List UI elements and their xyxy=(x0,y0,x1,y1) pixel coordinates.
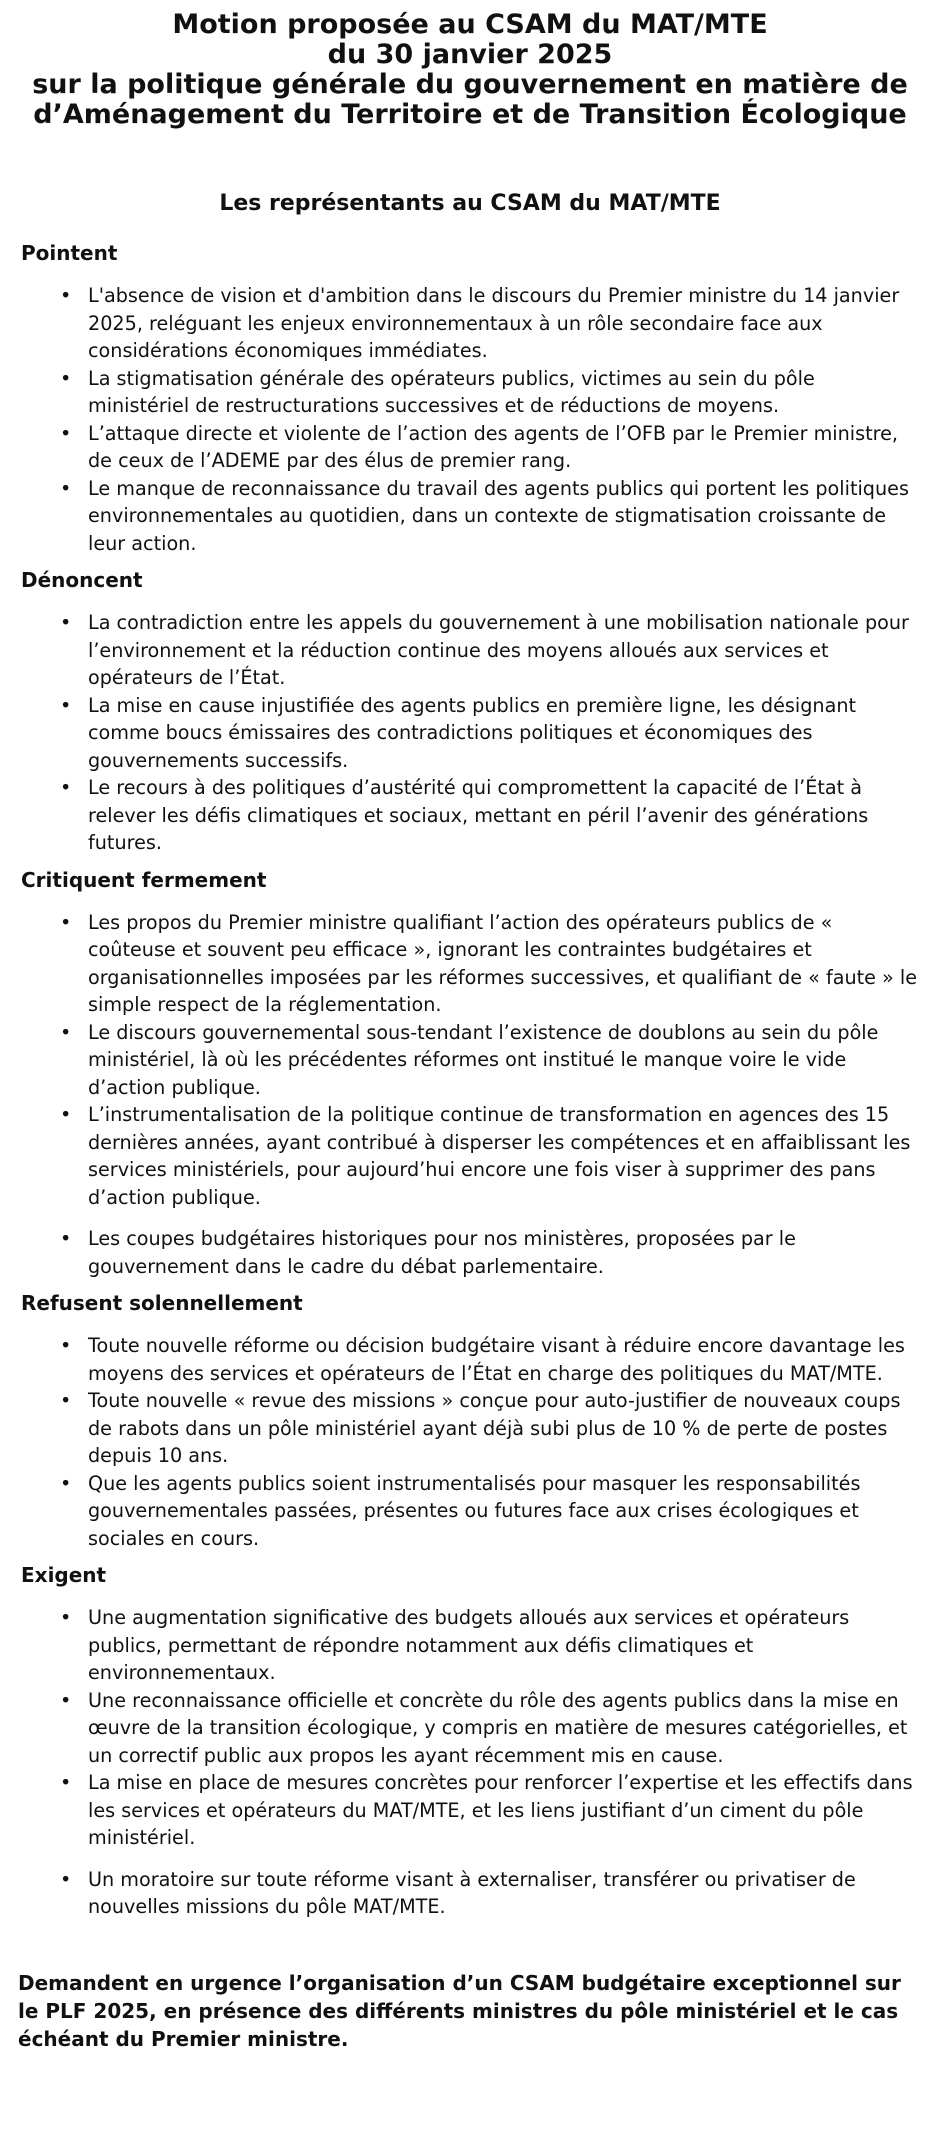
list-item: • Une augmentation significative des budgets alloués aux services et opérateurs publics, permettant de répondre notamment aux défis climatiques et environnementaux. xyxy=(88,1604,922,1687)
list-item: • L’instrumentalisation de la politique continue de transformation en agences des 15 dernières années, ayant contribué à disperser les compétences et en affaiblissant les services ministériels, pour aujourd’hui encore une fois viser à supprimer des pans d’action publique. xyxy=(88,1101,922,1211)
section-pointent xyxy=(18,240,922,557)
list-item: • Le discours gouvernemental sous-tendant l’existence de doublons au sein du pôle ministériel, là où les précédentes réformes ont institué le manque voire le vide d’action publique. xyxy=(88,1019,922,1102)
document-title xyxy=(18,10,922,130)
list-item: • La stigmatisation générale des opérateurs publics, victimes au sein du pôle ministériel de restructurations successives et de réductions de moyens. xyxy=(88,365,922,420)
section-heading: Critiquent fermement xyxy=(21,867,267,892)
section-exigent xyxy=(18,1562,922,1921)
list-item: • La contradiction entre les appels du gouvernement à une mobilisation nationale pour l’environnement et la réduction continue des moyens alloués aux services et opérateurs de l’État. xyxy=(88,609,922,692)
section-critiquent xyxy=(18,867,922,1281)
bullet-list xyxy=(18,609,922,857)
title-line: du 30 janvier 2025 xyxy=(327,39,613,70)
section-refusent xyxy=(18,1290,922,1552)
section-heading: Dénoncent xyxy=(21,568,143,592)
list-item: • Le manque de reconnaissance du travail des agents publics qui portent les politiques environnementales au quotidien, dans un contexte de stigmatisation croissante de leur action. xyxy=(88,475,922,558)
section-heading: Exigent xyxy=(21,1563,107,1587)
closing-demand: Demandent en urgence l’organisation d’un CSAM budgétaire exceptionnel sur le PLF 2025, en présence des différents ministres du pôle ministériel et le cas échéant du Premier ministre. xyxy=(18,1970,901,2051)
list-item: • La mise en place de mesures concrètes pour renforcer l’expertise et les effectifs dans les services et opérateurs du MAT/MTE, et les liens justifiant d’un ciment du pôle ministériel. xyxy=(88,1769,922,1852)
document-subtitle: Les représentants au CSAM du MAT/MTE xyxy=(219,191,721,216)
title-line: sur la politique générale du gouvernement en matière de xyxy=(32,69,908,100)
list-item: • L'absence de vision et d'ambition dans le discours du Premier ministre du 14 janvier 2025, reléguant les enjeux environnementaux à un rôle secondaire face aux considérations économiques immédiates. xyxy=(88,282,922,365)
list-item: • La mise en cause injustifiée des agents publics en première ligne, les désignant comme boucs émissaires des contradictions politiques et économiques des gouvernements successifs. xyxy=(88,692,922,775)
bullet-list xyxy=(18,1604,922,1921)
list-item: • Les propos du Premier ministre qualifiant l’action des opérateurs publics de « coûteuse et souvent peu efficace », ignorant les contraintes budgétaires et organisationnelles imposées par les réformes successives, et qualifiant de « faute » le simple respect de la réglementation. xyxy=(88,909,922,1019)
list-item: • Que les agents publics soient instrumentalisés pour masquer les responsabilités gouvernementales passées, présentes ou futures face aux crises écologiques et sociales en cours. xyxy=(88,1470,922,1553)
bullet-list xyxy=(18,909,922,1281)
section-heading: Pointent xyxy=(21,241,118,265)
section-heading: Refusent solennellement xyxy=(21,1291,303,1315)
title-line: d’Aménagement du Territoire et de Transition Écologique xyxy=(33,99,907,130)
list-item: • Le recours à des politiques d’austérité qui compromettent la capacité de l’État à relever les défis climatiques et sociaux, mettant en péril l’avenir des générations futures. xyxy=(88,774,922,857)
bullet-list xyxy=(18,1332,922,1552)
list-item: • L’attaque directe et violente de l’action des agents de l’OFB par le Premier ministre, de ceux de l’ADEME par des élus de premier rang. xyxy=(88,420,922,475)
bullet-list xyxy=(18,282,922,557)
section-denoncent xyxy=(18,567,922,857)
list-item: • Toute nouvelle réforme ou décision budgétaire visant à réduire encore davantage les moyens des services et opérateurs de l’État en charge des politiques du MAT/MTE. xyxy=(88,1332,922,1387)
list-item: • Toute nouvelle « revue des missions » conçue pour auto-justifier de nouveaux coups de rabots dans un pôle ministériel ayant déjà subi plus de 10 % de perte de postes depuis 10 ans. xyxy=(88,1387,922,1470)
list-item: • Une reconnaissance officielle et concrète du rôle des agents publics dans la mise en œuvre de la transition écologique, y compris en matière de mesures catégorielles, et un correctif public aux propos les ayant récemment mis en cause. xyxy=(88,1687,922,1770)
list-item: • Les coupes budgétaires historiques pour nos ministères, proposées par le gouvernement dans le cadre du débat parlementaire. xyxy=(88,1225,922,1280)
list-item: • Un moratoire sur toute réforme visant à externaliser, transférer ou privatiser de nouvelles missions du pôle MAT/MTE. xyxy=(88,1866,922,1921)
title-line: Motion proposée au CSAM du MAT/MTE xyxy=(172,9,768,40)
